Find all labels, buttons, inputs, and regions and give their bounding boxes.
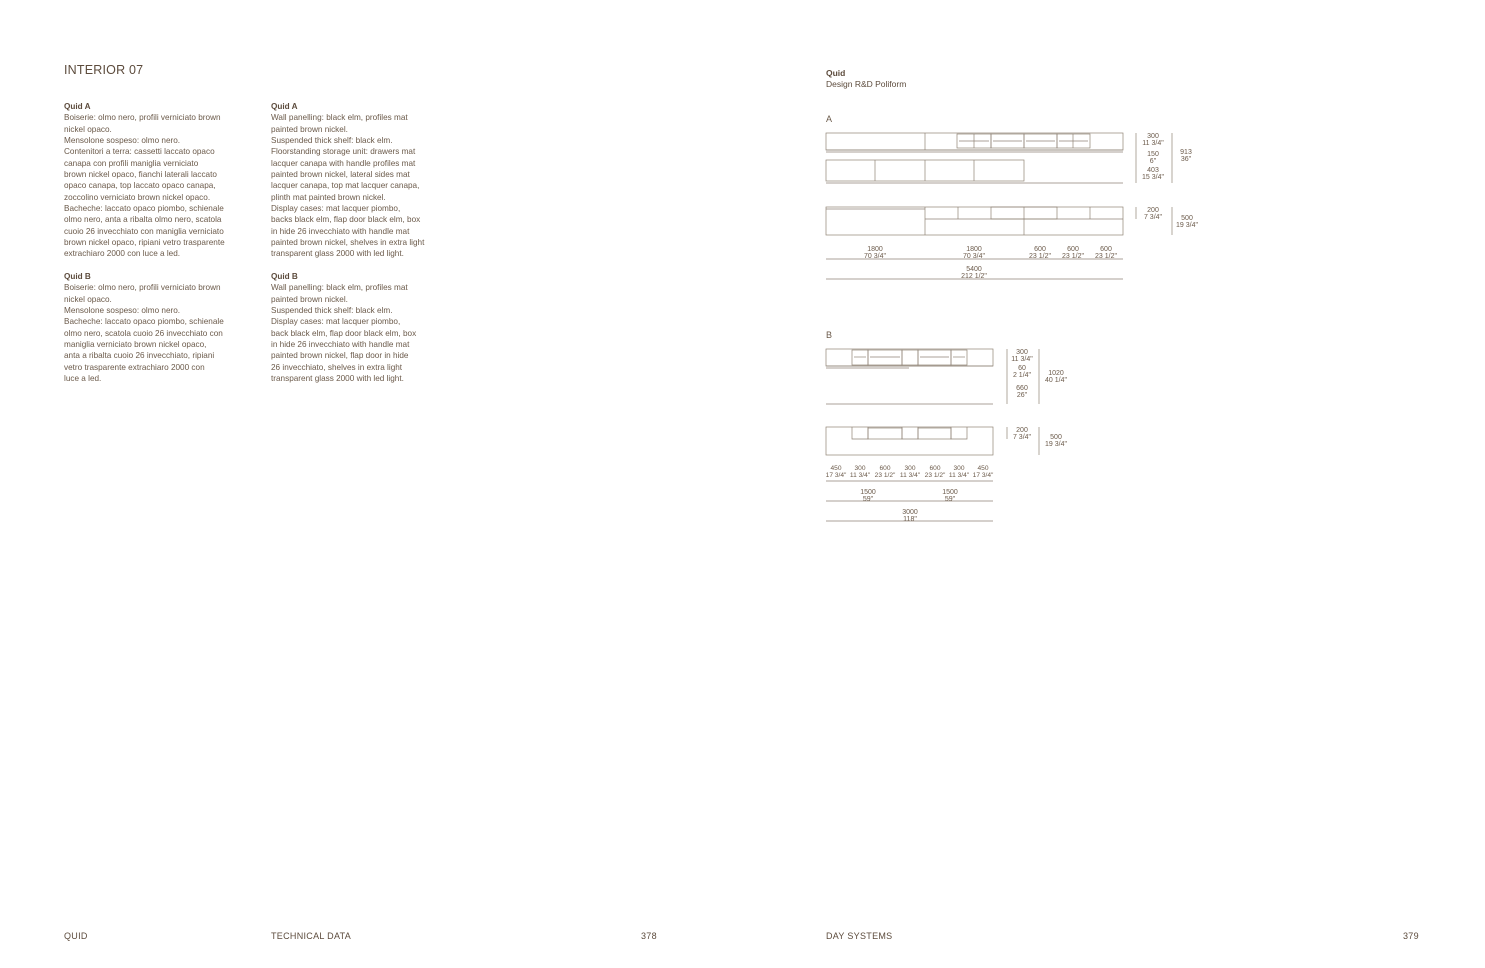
text-line: Wall panelling: black elm, profiles mat <box>271 283 408 293</box>
text-line: Boiserie: olmo nero, profili verniciato brown <box>64 283 221 293</box>
text-line: Boiserie: olmo nero, profili verniciato brown <box>64 113 221 123</box>
dim-b-half1-mm: 1500 <box>860 489 876 496</box>
italian-quid-b-heading: Quid B <box>64 271 91 281</box>
text-line: painted brown nickel, lateral sides mat <box>271 170 410 180</box>
text-line: in hide 26 invecchiato with handle mat <box>271 339 410 349</box>
text-line: painted brown nickel. <box>271 124 348 134</box>
dim-b-w5-mm: 600 <box>929 465 941 472</box>
dim-b-w2-in: 11 3/4" <box>849 472 871 479</box>
dim-b-h3-in: 26" <box>1016 392 1028 399</box>
dim-b-half2-in: 59" <box>944 496 956 503</box>
text-line: Display cases: mat lacquer piombo, <box>271 204 401 214</box>
page-title: INTERIOR 07 <box>64 63 144 77</box>
dim-a-h2-mm: 150 <box>1147 151 1159 158</box>
dim-b-h1-in: 11 3/4" <box>1011 356 1033 363</box>
footer-page-right: 379 <box>1403 931 1419 941</box>
dim-b-w2-mm: 300 <box>854 465 866 472</box>
dim-a-w1-mm: 1800 <box>867 246 883 253</box>
dim-b-w7-in: 17 3/4" <box>972 472 994 479</box>
text-line: Contenitori a terra: cassetti laccato opaco <box>64 147 215 157</box>
footer-brand: QUID <box>64 931 88 941</box>
dim-a-w3-in: 23 1/2" <box>1029 253 1051 260</box>
text-line: lacquer canapa, top mat lacquer canapa, <box>271 181 420 191</box>
dim-b-total-h-mm: 1020 <box>1048 370 1064 377</box>
text-line: brown nickel opaco, fianchi laterali laccato <box>64 170 217 180</box>
text-line: anta a ribalta cuoio 26 invecchiato, ripiani <box>64 351 215 361</box>
drawing-b-graphic <box>826 349 1039 521</box>
dim-a-h1-in: 11 3/4" <box>1142 140 1164 147</box>
text-line: transparent glass 2000 with led light. <box>271 373 404 383</box>
footer-section-right: DAY SYSTEMS <box>826 931 893 941</box>
text-line: maniglia verniciato brown nickel opaco, <box>64 339 207 349</box>
text-line: Bacheche: laccato opaco piombo, schienale <box>64 317 224 327</box>
text-line: Wall panelling: black elm, profiles mat <box>271 113 408 123</box>
footer-section-left: TECHNICAL DATA <box>271 931 352 941</box>
drawing-b-width-dims <box>826 465 994 479</box>
drawing-b-label: B <box>826 330 833 340</box>
drawing-a-width-dims <box>864 246 1117 280</box>
text-line: nickel opaco. <box>64 124 112 134</box>
dim-b-h1-mm: 300 <box>1016 349 1028 356</box>
dim-a-total-w-in: 212 1/2" <box>961 273 987 280</box>
dim-a-w2-mm: 1800 <box>966 246 982 253</box>
text-line: canapa con profili maniglia verniciato <box>64 158 199 168</box>
text-line: opaco canapa, top laccato opaco canapa, <box>64 181 216 191</box>
dim-a-w5-in: 23 1/2" <box>1095 253 1117 260</box>
dim-b-d1-mm: 200 <box>1016 427 1028 434</box>
dim-a-w5-mm: 600 <box>1100 246 1112 253</box>
text-line: 26 invecchiato, shelves in extra light <box>271 362 403 372</box>
dim-a-h1-mm: 300 <box>1147 133 1159 140</box>
dim-b-half1-in: 59" <box>862 496 874 503</box>
dim-b-w1-mm: 450 <box>830 465 842 472</box>
text-line: Suspended thick shelf: black elm. <box>271 305 393 315</box>
dim-b-half2-mm: 1500 <box>942 489 958 496</box>
dim-b-w7-mm: 450 <box>977 465 989 472</box>
product-name: Quid <box>826 68 846 78</box>
text-line: back black elm, flap door black elm, box <box>271 328 417 338</box>
text-line: Bacheche: laccato opaco piombo, schienale <box>64 204 224 214</box>
dim-b-h3-mm: 660 <box>1016 385 1028 392</box>
dim-a-d1-mm: 200 <box>1147 207 1159 214</box>
text-line: olmo nero, scatola cuoio 26 invecchiato con <box>64 328 223 338</box>
text-line: Mensolone sospeso: olmo nero. <box>64 305 181 315</box>
dim-b-d2-mm: 500 <box>1050 434 1062 441</box>
drawing-b-height-dims <box>1011 349 1067 448</box>
dim-a-total-h-mm: 913 <box>1180 149 1192 156</box>
dim-b-total-h-in: 40 1/4" <box>1045 377 1067 384</box>
text-line: brown nickel opaco, ripiani vetro trasparente <box>64 238 225 248</box>
text-line: in hide 26 invecchiato with handle mat <box>271 226 410 236</box>
dim-a-total-h-in: 36" <box>1180 156 1192 163</box>
dim-a-w4-in: 23 1/2" <box>1062 253 1084 260</box>
drawing-a-label: A <box>826 114 833 124</box>
dim-a-w3-mm: 600 <box>1034 246 1046 253</box>
text-line: Floorstanding storage unit: drawers mat <box>271 147 416 157</box>
dim-b-w5-in: 23 1/2" <box>924 472 946 479</box>
text-line: Mensolone sospeso: olmo nero. <box>64 136 181 146</box>
dim-b-d2-in: 19 3/4" <box>1045 441 1067 448</box>
text-line: backs black elm, flap door black elm, box <box>271 215 421 225</box>
drawing-a-height-dims <box>1142 133 1198 229</box>
text-line: transparent glass 2000 with led light. <box>271 249 404 259</box>
dim-b-w3-mm: 600 <box>879 465 891 472</box>
dim-b-w6-in: 11 3/4" <box>948 472 970 479</box>
text-line: Display cases: mat lacquer piombo, <box>271 317 401 327</box>
dim-a-w4-mm: 600 <box>1067 246 1079 253</box>
text-line: painted brown nickel, shelves in extra light <box>271 238 425 248</box>
product-designer: Design R&D Poliform <box>826 79 907 89</box>
dim-b-w4-in: 11 3/4" <box>899 472 921 479</box>
dim-b-total-w-in: 118" <box>903 516 917 523</box>
dim-b-h2-in: 2 1/4" <box>1012 372 1032 379</box>
text-line: extrachiaro 2000 con luce a led. <box>64 249 181 259</box>
text-line: olmo nero, anta a ribalta olmo nero, scatola <box>64 215 222 225</box>
drawing-b-total-dims <box>860 489 958 523</box>
dim-a-total-w-mm: 5400 <box>966 266 982 273</box>
english-quid-b-heading: Quid B <box>271 271 298 281</box>
text-line: painted brown nickel. <box>271 294 348 304</box>
dim-b-h2-mm: 60 <box>1018 365 1026 372</box>
text-line: painted brown nickel, flap door in hide <box>271 351 409 361</box>
text-line: Suspended thick shelf: black elm. <box>271 136 393 146</box>
text-line: vetro trasparente extrachiaro 2000 con <box>64 362 205 372</box>
dim-a-d1-in: 7 3/4" <box>1143 214 1163 221</box>
english-quid-a-heading: Quid A <box>271 102 298 111</box>
dim-a-d2-mm: 500 <box>1181 215 1193 222</box>
dim-b-w3-in: 23 1/2" <box>874 472 896 479</box>
dim-a-w2-in: 70 3/4" <box>963 253 985 260</box>
text-line: plinth mat painted brown nickel. <box>271 192 386 202</box>
italian-quid-a-heading: Quid A <box>64 102 91 111</box>
text-line: nickel opaco. <box>64 294 112 304</box>
text-line: cuoio 26 invecchiato con maniglia verniciato <box>64 226 224 236</box>
dim-b-total-w-mm: 3000 <box>902 509 918 516</box>
dim-b-w4-mm: 300 <box>904 465 916 472</box>
dim-a-w1-in: 70 3/4" <box>864 253 886 260</box>
dim-a-d2-in: 19 3/4" <box>1176 222 1198 229</box>
dim-a-h3-mm: 403 <box>1147 167 1159 174</box>
text-line: lacquer canapa with handle profiles mat <box>271 158 416 168</box>
footer-page-left: 378 <box>641 931 657 941</box>
dim-b-w6-mm: 300 <box>953 465 965 472</box>
dim-a-h3-in: 15 3/4" <box>1142 174 1164 181</box>
text-line: luce a led. <box>64 373 102 383</box>
dim-a-h2-in: 6" <box>1149 158 1157 165</box>
text-line: zoccolino verniciato brown nickel opaco. <box>64 192 211 202</box>
dim-b-d1-in: 7 3/4" <box>1012 434 1032 441</box>
dim-b-w1-in: 17 3/4" <box>825 472 847 479</box>
